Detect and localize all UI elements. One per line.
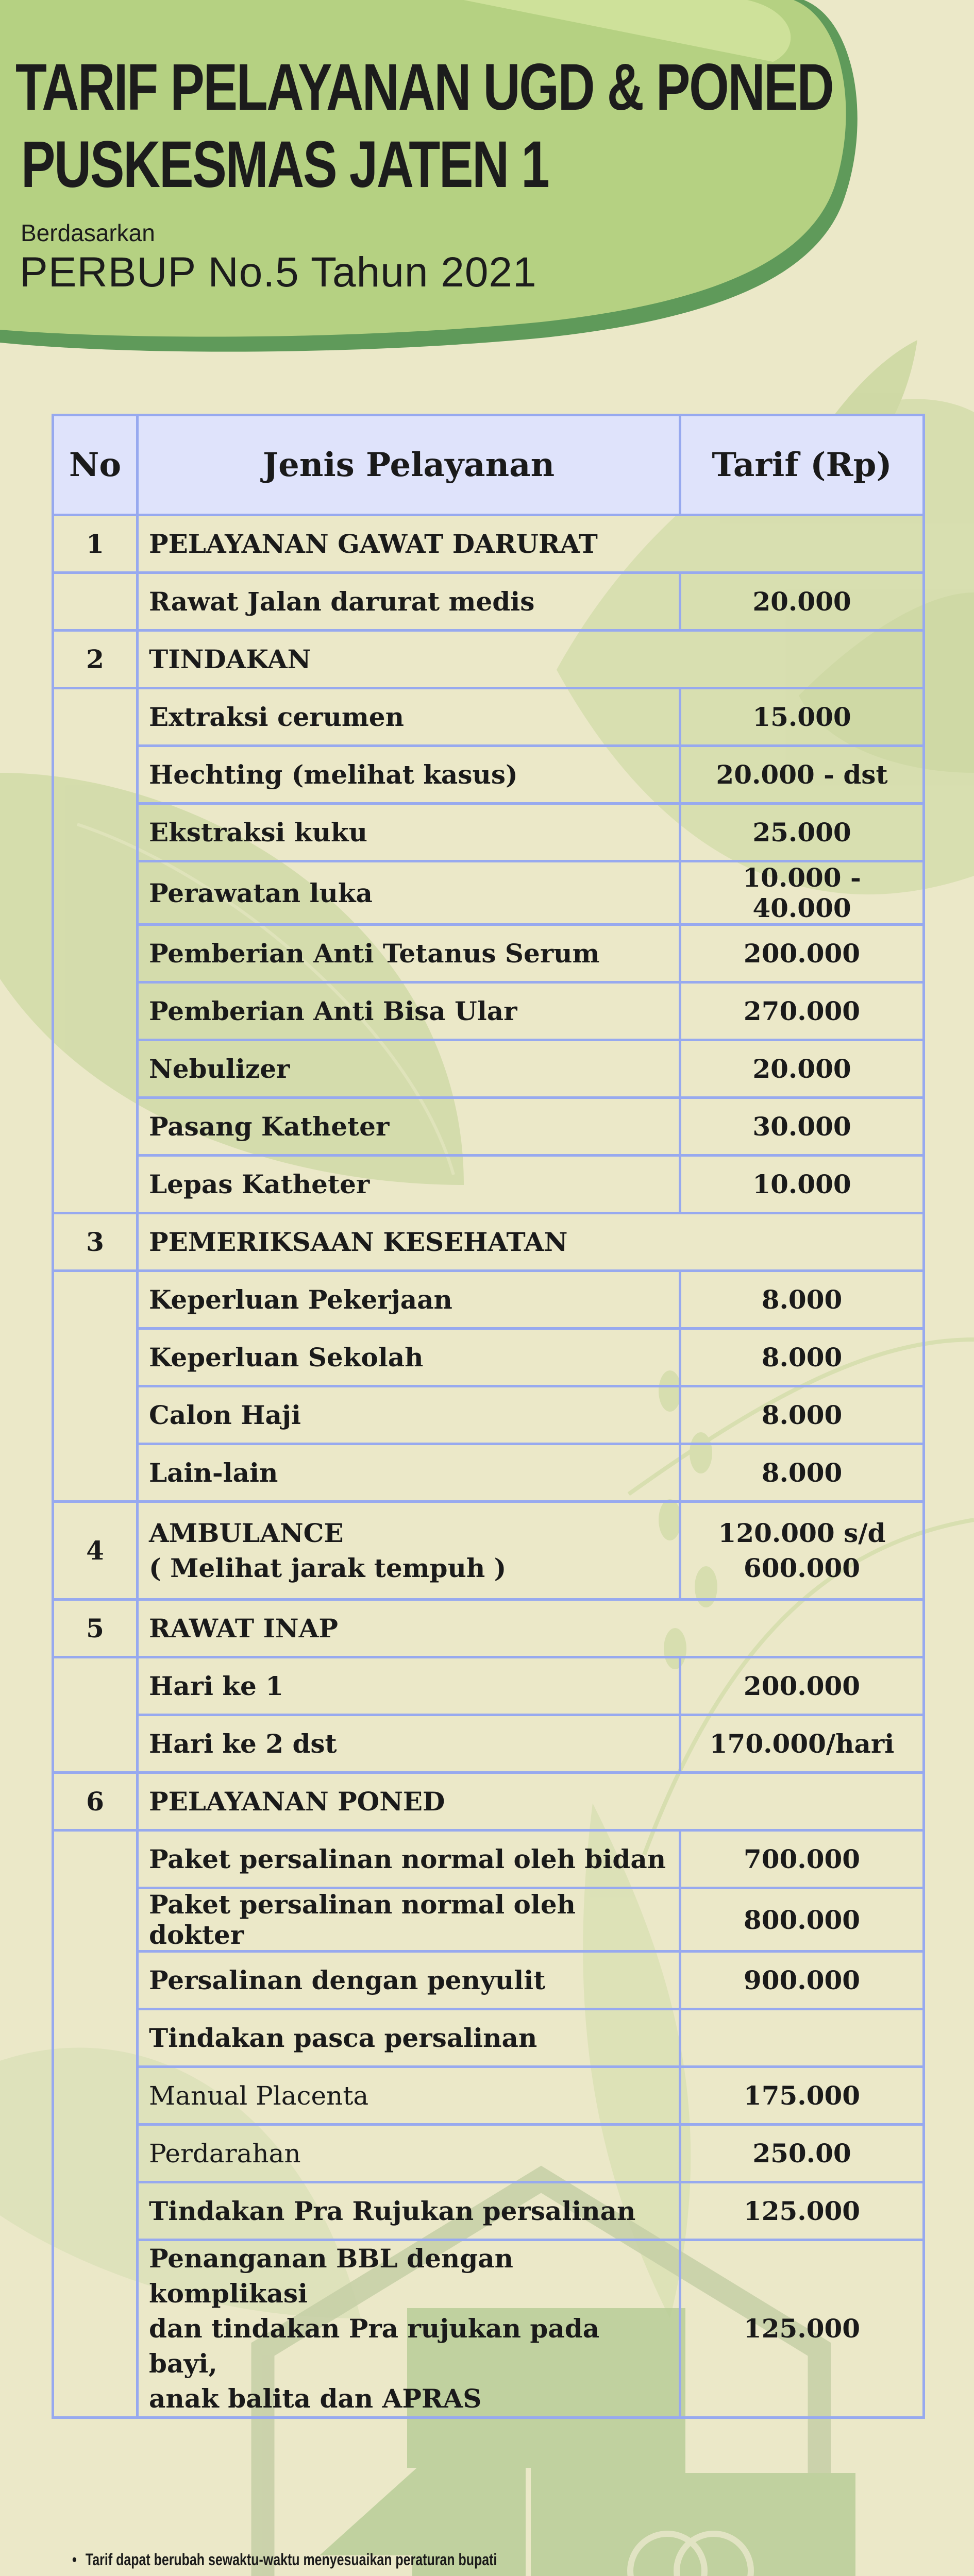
service-name: Calon Haji: [138, 1386, 680, 1444]
service-name: Ekstraksi kuku: [138, 804, 680, 861]
service-tariff: 8.000: [680, 1271, 924, 1329]
table-row: [53, 573, 924, 631]
service-name: Perdarahan: [138, 2125, 680, 2182]
service-name-line: AMBULANCE: [149, 1517, 344, 1548]
service-tariff: [680, 2009, 924, 2067]
service-tariff: 10.000 - 40.000: [680, 861, 924, 925]
service-tariff: 175.000: [680, 2067, 924, 2125]
row-number: 6: [53, 1773, 138, 1831]
row-number: 3: [53, 1213, 138, 1271]
service-tariff: 15.000: [680, 688, 924, 746]
service-tariff: 8.000: [680, 1444, 924, 1502]
row-number: [53, 573, 138, 631]
table-row: [53, 1831, 924, 1888]
section-title: TINDAKAN: [138, 631, 924, 688]
row-number: 4: [53, 1502, 138, 1600]
service-tariff: 20.000: [680, 1040, 924, 1098]
table-row: [53, 982, 924, 1040]
table-row: [53, 515, 924, 573]
row-number: 5: [53, 1600, 138, 1657]
tariff-line: 600.000: [743, 1552, 861, 1583]
service-name: Hechting (melihat kasus): [138, 746, 680, 804]
table-row: [53, 1156, 924, 1213]
tariff-table: [52, 414, 925, 2419]
section-title: RAWAT INAP: [138, 1600, 924, 1657]
table-row: [53, 1213, 924, 1271]
service-name: Tindakan pasca persalinan: [138, 2009, 680, 2067]
service-tariff: 900.000: [680, 1952, 924, 2009]
service-name: Extraksi cerumen: [138, 688, 680, 746]
service-name-line: ( Melihat jarak tempuh ): [149, 1552, 507, 1583]
service-tariff: 125.000: [680, 2240, 924, 2418]
service-tariff: 700.000: [680, 1831, 924, 1888]
table-row: [53, 1715, 924, 1773]
table-row: [53, 1952, 924, 2009]
table-row: [53, 1271, 924, 1329]
tariff-line: 120.000 s/d: [718, 1517, 886, 1548]
regulation-reference: PERBUP No.5 Tahun 2021: [20, 249, 537, 296]
table-row: [53, 1888, 924, 1952]
service-name-line: Penanganan BBL dengan komplikasi: [149, 2243, 513, 2309]
table-row: [53, 1098, 924, 1156]
service-tariff: 125.000: [680, 2182, 924, 2240]
table-row: [53, 1600, 924, 1657]
based-on-label: Berdasarkan: [21, 219, 155, 246]
service-tariff: 200.000: [680, 1657, 924, 1715]
row-number: 2: [53, 631, 138, 688]
table-row: [53, 1040, 924, 1098]
section-title: PELAYANAN PONED: [138, 1773, 924, 1831]
service-tariff: 8.000: [680, 1329, 924, 1386]
section-title: PEMERIKSAAN KESEHATAN: [138, 1213, 924, 1271]
table-row: [53, 2240, 924, 2418]
service-tariff: 20.000 - dst: [680, 746, 924, 804]
service-name: Tindakan Pra Rujukan persalinan: [138, 2182, 680, 2240]
table-row: [53, 688, 924, 746]
service-name-line: anak balita dan APRAS: [149, 2383, 482, 2414]
service-tariff: 20.000: [680, 573, 924, 631]
service-name: Perawatan luka: [138, 861, 680, 925]
row-number: [53, 688, 138, 1213]
column-header-service: Jenis Pelayanan: [138, 415, 680, 515]
service-name: Pemberian Anti Tetanus Serum: [138, 925, 680, 982]
service-tariff: 800.000: [680, 1888, 924, 1952]
table-row: [53, 631, 924, 688]
service-tariff: 200.000: [680, 925, 924, 982]
table-row: [53, 2182, 924, 2240]
column-header-tariff: Tarif (Rp): [680, 415, 924, 515]
table-row: [53, 1657, 924, 1715]
table-row: [53, 1386, 924, 1444]
row-number: [53, 1831, 138, 2418]
service-name: [138, 1502, 680, 1600]
service-name: Hari ke 2 dst: [138, 1715, 680, 1773]
table-row: [53, 1329, 924, 1386]
row-number: [53, 1657, 138, 1773]
service-name: Keperluan Pekerjaan: [138, 1271, 680, 1329]
service-name: Rawat Jalan darurat medis: [138, 573, 680, 631]
service-name: Lepas Katheter: [138, 1156, 680, 1213]
page-title: [15, 49, 833, 204]
column-header-no: No: [53, 415, 138, 515]
row-number: 1: [53, 515, 138, 573]
table-row: [53, 746, 924, 804]
title-line-1: TARIF PELAYANAN UGD & PONED: [15, 50, 833, 124]
title-line-2: PUSKESMAS JATEN 1: [21, 128, 549, 201]
section-title: PELAYANAN GAWAT DARURAT: [138, 515, 924, 573]
table-header-row: [53, 415, 924, 515]
table-row: [53, 1502, 924, 1600]
service-name: Lain-lain: [138, 1444, 680, 1502]
table-row: [53, 1773, 924, 1831]
table-row: [53, 2009, 924, 2067]
service-name: Hari ke 1: [138, 1657, 680, 1715]
service-tariff: 8.000: [680, 1386, 924, 1444]
table-row: [53, 925, 924, 982]
service-name: Paket persalinan normal oleh dokter: [138, 1888, 680, 1952]
table-row: [53, 2067, 924, 2125]
table-row: [53, 804, 924, 861]
service-tariff: 170.000/hari: [680, 1715, 924, 1773]
table-row: [53, 861, 924, 925]
service-name: Paket persalinan normal oleh bidan: [138, 1831, 680, 1888]
service-tariff: 30.000: [680, 1098, 924, 1156]
service-name: Persalinan dengan penyulit: [138, 1952, 680, 2009]
footnote: • Tarif dapat berubah sewaktu-waktu menyesuaikan peraturan bupati: [72, 2550, 497, 2569]
service-name: Keperluan Sekolah: [138, 1329, 680, 1386]
service-tariff: 25.000: [680, 804, 924, 861]
service-tariff: 270.000: [680, 982, 924, 1040]
service-tariff: 10.000: [680, 1156, 924, 1213]
service-tariff: 250.00: [680, 2125, 924, 2182]
table-row: [53, 1444, 924, 1502]
table-row: [53, 2125, 924, 2182]
service-name: Nebulizer: [138, 1040, 680, 1098]
service-name: Pemberian Anti Bisa Ular: [138, 982, 680, 1040]
row-number: [53, 1271, 138, 1502]
service-name-line: dan tindakan Pra rujukan pada bayi,: [149, 2313, 600, 2379]
service-name: [138, 2240, 680, 2418]
service-name: Pasang Katheter: [138, 1098, 680, 1156]
service-tariff: [680, 1502, 924, 1600]
service-name: Manual Placenta: [138, 2067, 680, 2125]
